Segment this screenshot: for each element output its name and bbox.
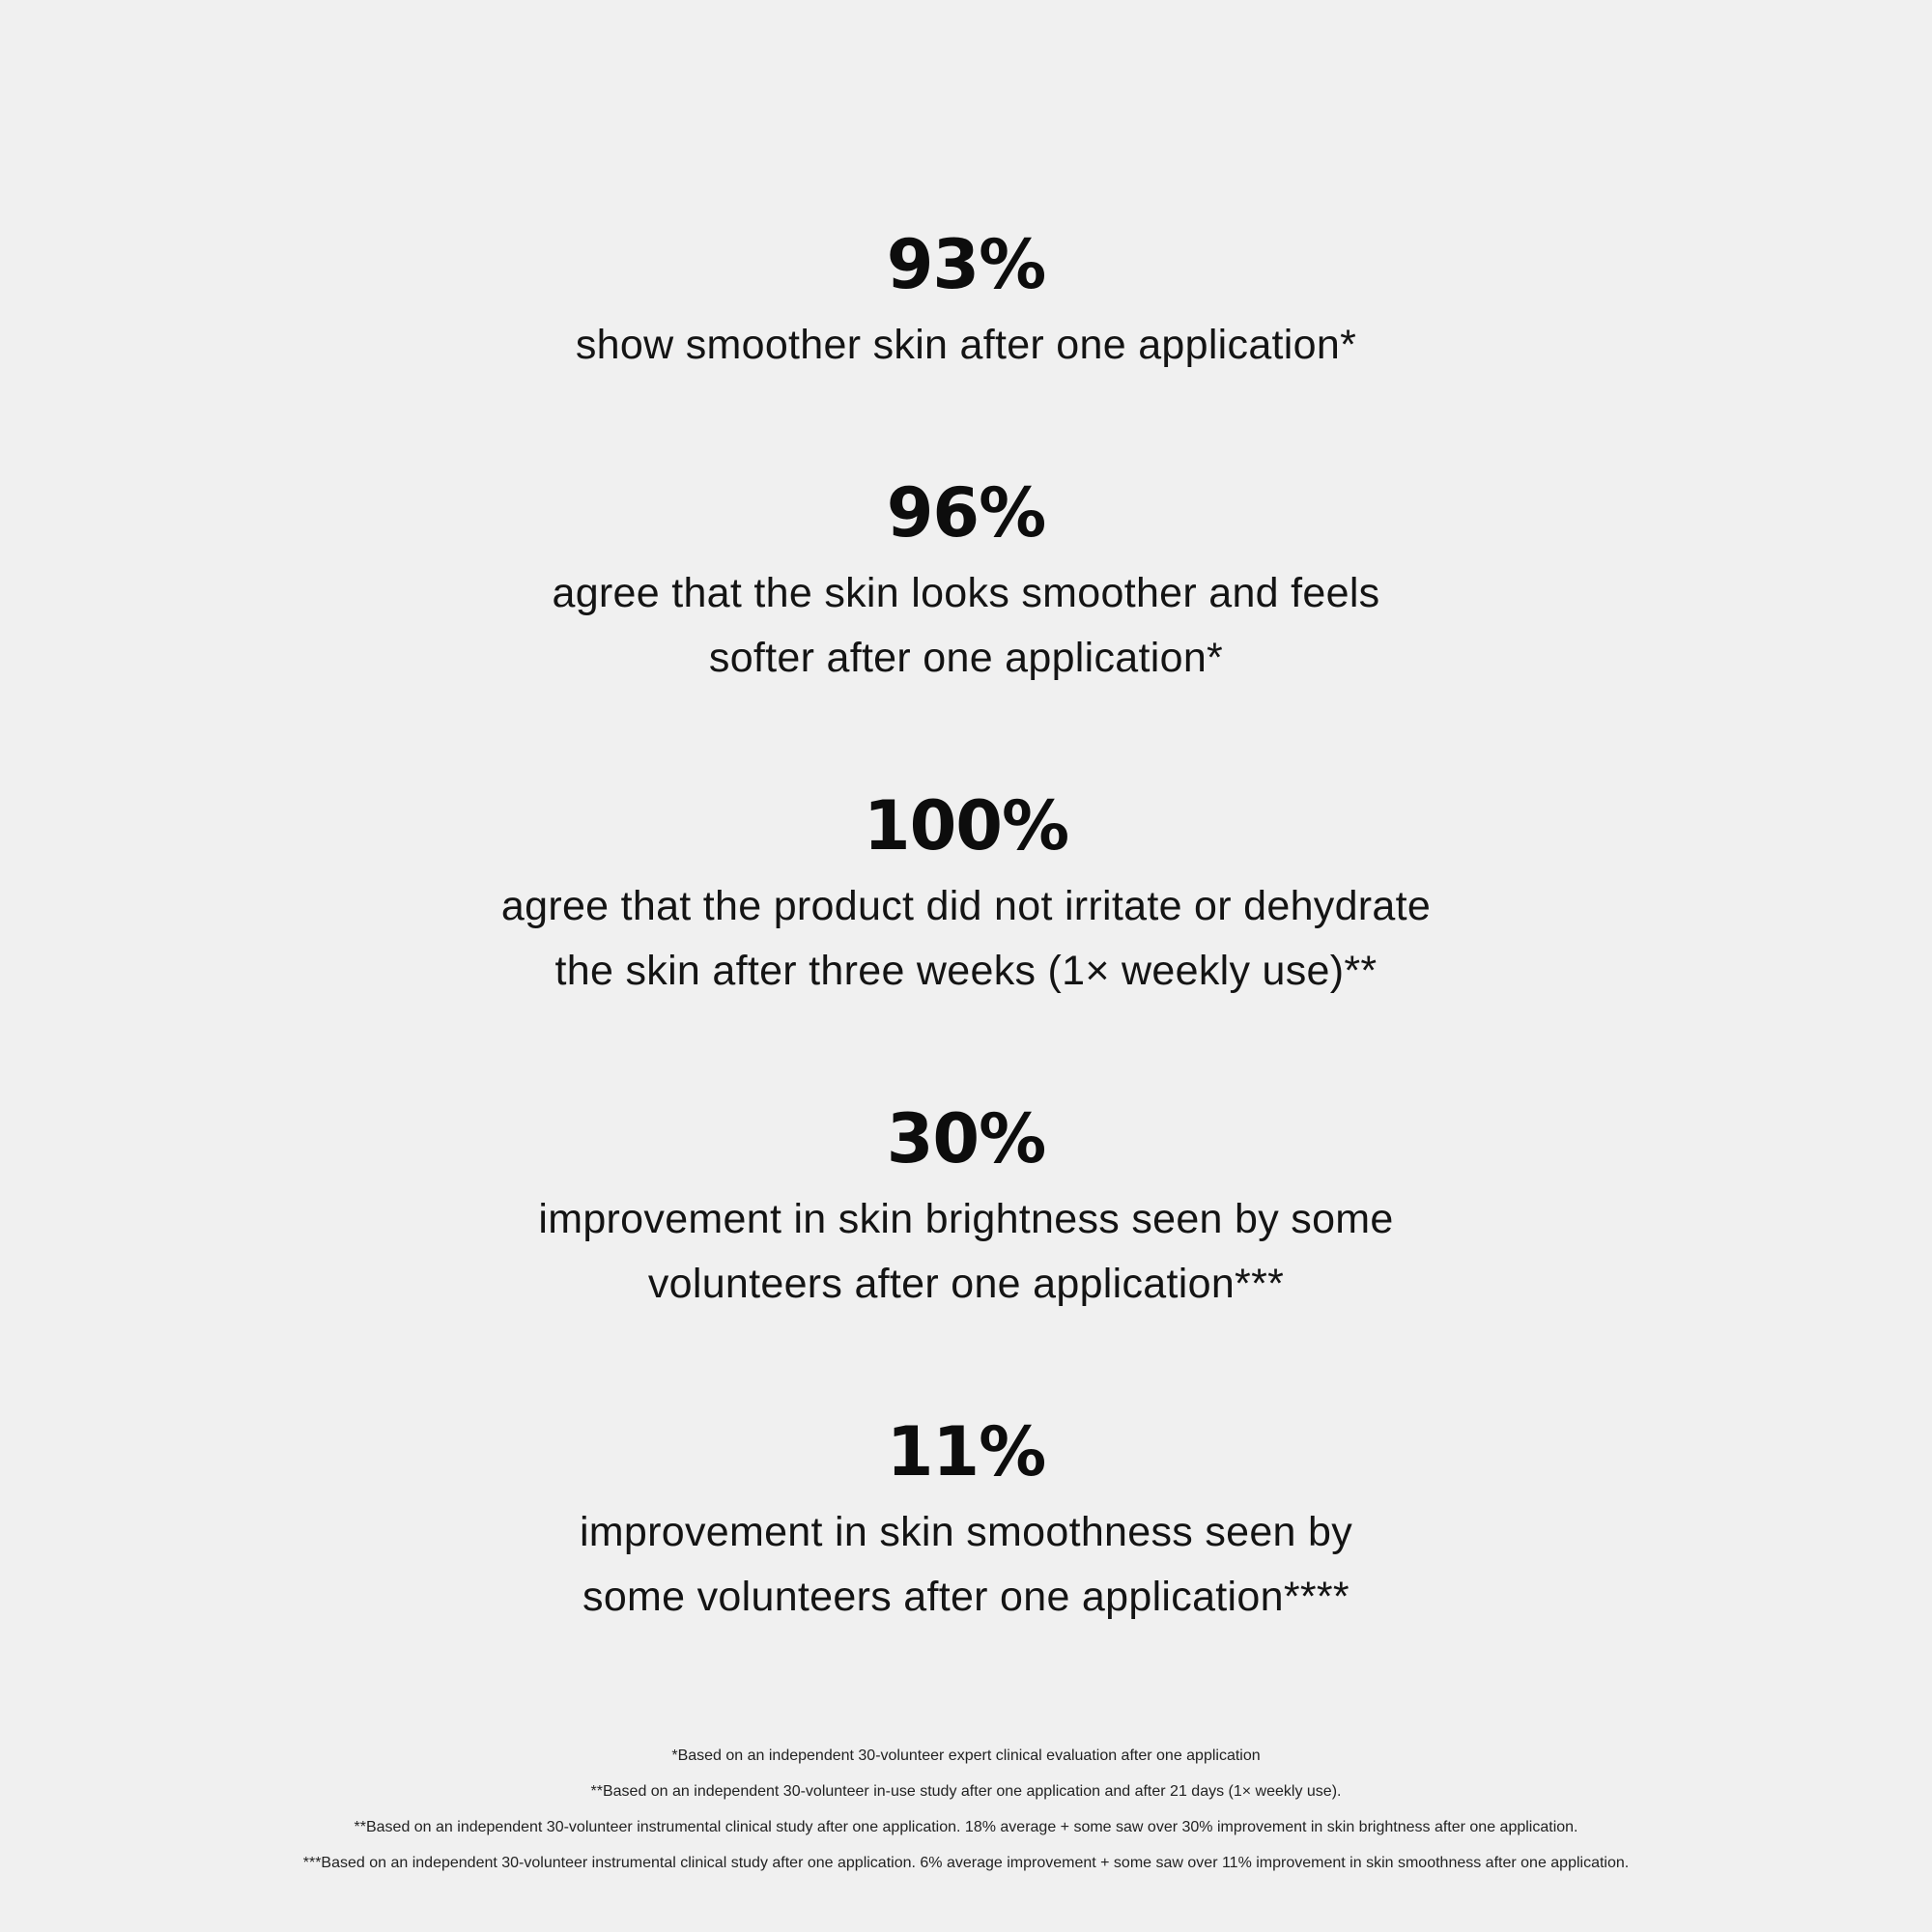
stat-description (531, 313, 1401, 378)
stat-value: 11% (886, 1412, 1046, 1492)
footnote: *Based on an independent 30-volunteer expert clinical evaluation after one application (671, 1747, 1261, 1764)
stat-description-line: some volunteers after one application**** (582, 1574, 1350, 1620)
stat-description (435, 874, 1497, 1004)
stat-description-line: agree that the product did not irritate or dehydrate (500, 883, 1432, 929)
footnote: **Based on an independent 30-volunteer instrumental clinical study after one application. 18% average + some saw over 30% improvement in skin brightness after one application. (354, 1819, 1578, 1835)
stat-description-line: the skin after three weeks (1× weekly use)** (554, 948, 1378, 994)
stat-description (483, 1187, 1449, 1317)
stat-description-line: softer after one application* (708, 635, 1224, 681)
footnotes (0, 1738, 1932, 1881)
stat-value: 100% (863, 786, 1069, 866)
stat-description-line: show smoother skin after one application* (575, 322, 1357, 368)
stat-93-percent (338, 224, 1594, 378)
stat-value: 96% (886, 473, 1046, 553)
stat-description-line: agree that the skin looks smoother and feels (552, 570, 1380, 616)
stats-list (0, 224, 1932, 1630)
stat-11-percent (338, 1411, 1594, 1630)
stat-description (502, 561, 1430, 691)
stat-description-line: volunteers after one application*** (647, 1261, 1285, 1307)
stat-description (531, 1500, 1401, 1630)
stat-description-line: improvement in skin smoothness seen by (579, 1509, 1353, 1555)
footnote: ***Based on an independent 30-volunteer instrumental clinical study after one application. 6% average improvement + some saw over 11% improvement in skin smoothness after one application. (302, 1855, 1630, 1871)
stat-description-line: improvement in skin brightness seen by some (538, 1196, 1394, 1242)
footnote: **Based on an independent 30-volunteer in-use study after one application and after 21 days (1× weekly use). (590, 1783, 1342, 1800)
stat-30-percent (338, 1098, 1594, 1317)
stat-value: 93% (886, 225, 1046, 304)
stat-value: 30% (886, 1099, 1046, 1179)
stat-96-percent (338, 472, 1594, 691)
stat-100-percent (338, 785, 1594, 1004)
